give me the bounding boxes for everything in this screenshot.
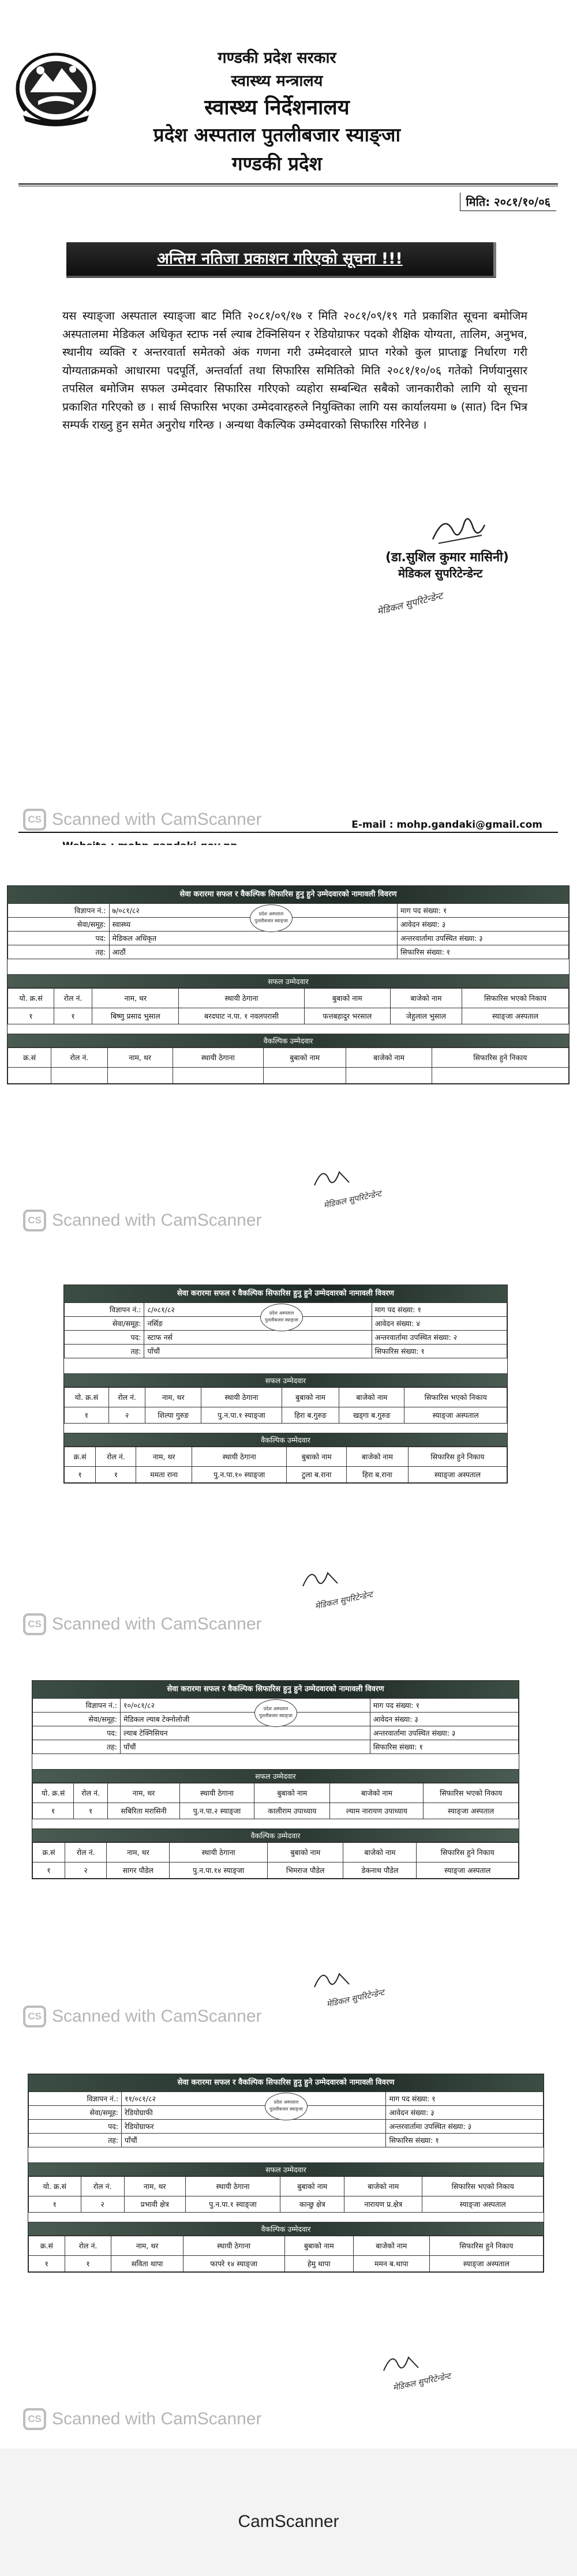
camscanner-logo-icon: CS <box>23 2408 46 2430</box>
notice-title-banner <box>66 242 496 278</box>
table-row: १ १ सबिरिता मरासिनी पु.न.पा.२ स्याङ्जा कालीराम उपाध्याय ल्याम नारायण उपाध्याय स्याङ्जा अस्पताल <box>33 1803 519 1819</box>
hospital-seal: प्रदेश अस्पताल पुतलीबजार स्याङ्जा <box>260 1304 303 1331</box>
notice-body: यस स्याङ्जा अस्पताल स्याङ्जा बाट मिति २०८१/०९/१७ र मिति २०८१/०९/१९ गते प्रकाशित सूचना बमोजिम अस्पतालमा मेडिकल अधिकृत स्टाफ नर्स ल्याब टेक्निसियन र रेडियोग्राफर पदको शैक्षिक योग्यता, तालिम, अनुभव, स्थानीय व्यक्ति र अन्तरवार्ता समेतको अंक गणना गरी उम्मेदवारले प्राप्त गरेको कुल प्राप्ताङ्क निर्धारण गरी योग्यताक्रमको आधारमा पदपूर्ति, अन्तर्वार्ता तथा सिफारिस समितिको मिति २०८१/१०/०६ गतेको निर्णयानुसार तपसिल बमोजिम सफल उम्मेदवार सिफारिस गरिएको व्यहोरा सम्बन्धित सबैको जानकारीको लागि यो सूचना प्रकाशित गरिएको छ । सार्थ सिफारिस भएका उम्मेदवारहरुले नियुक्तिका लागि यस कार्यालयमा ७ (सात) दिन भित्र सम्पर्क राख्नु हुन समेत अनुरोध गरिन्छ । अन्यथा वैकल्पिक उम्मेदवारको सिफारिस गरिनेछ । <box>62 309 527 431</box>
watermark-text: Scanned with CamScanner <box>52 1614 262 1634</box>
camscanner-footer <box>0 2449 577 2576</box>
result-page-lab-technician <box>0 1658 577 2051</box>
signature-icon <box>312 1165 352 1188</box>
camscanner-watermark <box>23 1210 262 1231</box>
table-row: १ १ बिष्णु प्रसाद भुसाल बरदघाट न.पा. १ नवलपरासी फत्तबहादुर भरसाल जेहुलाल भुसाल स्याङ्जा अस्पताल <box>8 1008 569 1024</box>
notice-date: मिति: २०८१/१०/०६ <box>460 193 557 211</box>
directorate-name: स्वास्थ्य निर्देशनालय <box>204 96 350 119</box>
hospital-seal: प्रदेश अस्पताल पुतलीबजार स्याङ्जा <box>250 904 293 932</box>
camscanner-logo-icon: CS <box>23 1210 46 1231</box>
watermark-text: Scanned with CamScanner <box>52 1211 262 1230</box>
table-row <box>8 1068 569 1084</box>
vacancy-info-table: विज्ञापन नं.: १०/०८१/८२ माग पद संख्या: १ सेवा/समूह: मेडिकल ल्याब टेक्नोलोजी आवेदन संख्या: ३ पद: ल्याब टेक्निसियन अन्तरवार्तामा उपस्थित संख्या: ३ तह: पाँचौं सिफारिस संख्या: १ <box>32 1698 519 1754</box>
signature-icon <box>427 508 490 548</box>
sheet-header: सेवा करारमा सफल र वैकल्पिक सिफारिस हुनु हुने उम्मेदवारको नामावली विवरण <box>32 1681 519 1698</box>
officer-stamp: मेडिकल सुपरिटेन्डेन्ट <box>314 1590 374 1612</box>
camscanner-logo-icon: CS <box>23 1613 46 1635</box>
success-band: सफल उम्मेदवार <box>64 1373 507 1387</box>
result-page-medical-officer <box>0 845 577 1255</box>
signature-icon <box>300 1566 340 1589</box>
government-name: गण्डकी प्रदेश सरकार <box>218 49 336 67</box>
hospital-name: प्रदेश अस्पताल पुतलीबजार स्याङ्जा <box>153 123 401 146</box>
vacancy-info-table: विज्ञापन नं.: ११/०८१/८२ माग पद संख्या: १ सेवा/समूह: रेडियोग्राफी आवेदन संख्या: ३ पद: रेडियोग्राफर अन्तरवार्तामा उपस्थित संख्या: ३ तह: पाँचौं सिफारिस संख्या: १ <box>28 2091 544 2147</box>
ministry-name: स्वास्थ्य मन्त्रालय <box>231 72 323 90</box>
camscanner-watermark <box>23 1613 262 1635</box>
watermark-text: Scanned with CamScanner <box>52 2409 262 2428</box>
table-row: १ १ सविता थापा फापरे १४ स्याङ्जा हेमु थापा ममन ब.थापा स्याङ्जा अस्पताल <box>29 2256 544 2272</box>
alternate-table: क्र.सं रोल नं. नाम, थर स्थायी ठेगाना बुबाको नाम बाजेको नाम सिफारिस हुने निकाय <box>8 1047 569 1084</box>
success-band: सफल उम्मेदवार <box>8 974 569 988</box>
alternate-table: क्र.सं रोल नं. नाम, थर स्थायी ठेगाना बुबाको नाम बाजेको नाम सिफारिस हुने निकाय १ २ सागर पौडेल पु.न.पा.१४ स्याङ्जा भिमराज पौडेल डेकनाथ पौडेल स्याङ्जा अस्पताल <box>32 1842 519 1879</box>
footer-divider <box>18 832 558 833</box>
notice-page <box>0 0 577 845</box>
notice-title: अन्तिम नतिजा प्रकाशन गरिएको सूचना !!! <box>157 250 403 268</box>
officer-stamp: मेडिकल सुपरिटेन्डेन्ट <box>323 1189 383 1211</box>
hospital-seal: प्रदेश अस्पताल पुतलीबजार स्याङ्जा <box>265 2093 308 2120</box>
sheet-header: सेवा करारमा सफल र वैकल्पिक सिफारिस हुनु हुने उम्मेदवारको नामावली विवरण <box>28 2074 544 2091</box>
officer-stamp: मेडिकल सुपरिटेन्डेन्ट <box>392 2371 452 2393</box>
alternate-table: क्र.सं रोल नं. नाम, थर स्थायी ठेगाना बुबाको नाम बाजेको नाम सिफारिस हुने निकाय १ १ ममता राना पु.न.पा.१० स्याङ्जा टुला ब.राना हिरा ब.राना स्याङ्जा अस्पताल <box>64 1447 507 1483</box>
result-sheet <box>63 1285 508 1484</box>
camscanner-watermark <box>23 2408 262 2430</box>
watermark-text: Scanned with CamScanner <box>52 810 262 829</box>
contact-email: E-mail : mohp.gandaki@gmail.com <box>351 819 542 831</box>
alternate-band: वैकल्पिक उम्मेदवार <box>64 1433 507 1447</box>
result-page-staff-nurse <box>0 1255 577 1658</box>
table-row: १ १ ममता राना पु.न.पा.१० स्याङ्जा टुला ब.राना हिरा ब.राना स्याङ्जा अस्पताल <box>65 1467 507 1483</box>
success-band: सफल उम्मेदवार <box>32 1769 519 1783</box>
signature-icon <box>312 1967 352 1990</box>
signer-stamp: मेडिकल सुपरिटेन्डेन्ट <box>376 590 444 617</box>
province-name: गण्डकी प्रदेश <box>231 152 323 175</box>
success-table: यो. क्र.सं रोल नं. नाम, थर स्थायी ठेगाना बुबाको नाम बाजेको नाम सिफारिस भएको निकाय १ १ सबिरिता मरासिनी पु.न.पा.२ स्याङ्जा कालीराम उपाध्याय ल्याम नारायण उपाध्याय स्याङ्जा अस्पताल <box>32 1783 519 1819</box>
table-row: १ २ शिल्पा गुरुङ पु.न.पा.१ स्याङ्जा हिरा ब.गुरुङ खड्गा ब.गुरुङ स्याङ्जा अस्पताल <box>65 1407 507 1424</box>
success-table: यो. क्र.सं रोल नं. नाम, थर स्थायी ठेगाना बुबाको नाम बाजेको नाम सिफारिस भएको निकाय १ २ प्रभावी क्षेत्र पु.न.पा.१ स्याङ्जा कान्छु क्षेत्र नारायण प्र.क्षेत्र स्याङ्जा अस्पताल <box>28 2176 544 2213</box>
camscanner-logo-icon: CS <box>23 809 46 831</box>
alternate-band: वैकल्पिक उम्मेदवार <box>28 2222 544 2236</box>
success-band: सफल उम्मेदवार <box>28 2162 544 2176</box>
camscanner-watermark <box>23 809 262 831</box>
success-table: यो. क्र.सं रोल नं. नाम, थर स्थायी ठेगाना बुबाको नाम बाजेको नाम सिफारिस भएको निकाय १ १ बिष्णु प्रसाद भुसाल बरदघाट न.पा. १ नवलपरासी फत्तबहादुर भरसाल जेहुलाल भुसाल स्याङ्जा अस्पताल <box>8 988 569 1024</box>
table-row: १ २ सागर पौडेल पु.न.पा.१४ स्याङ्जा भिमराज पौडेल डेकनाथ पौडेल स्याङ्जा अस्पताल <box>33 1862 519 1879</box>
signature-icon <box>381 2350 421 2374</box>
officer-stamp: मेडिकल सुपरिटेन्डेन्ट <box>325 1988 385 2010</box>
result-page-radiographer <box>0 2051 577 2449</box>
result-sheet <box>28 2074 544 2273</box>
result-sheet <box>32 1680 519 1879</box>
signer-title: मेडिकल सुपरिटेन्डेन्ट <box>398 566 483 580</box>
divider <box>18 183 558 185</box>
sheet-header: सेवा करारमा सफल र वैकल्पिक सिफारिस हुनु हुने उम्मेदवारको नामावली विवरण <box>64 1285 507 1302</box>
hospital-seal: प्रदेश अस्पताल पुतलीबजार स्याङ्जा <box>254 1699 297 1727</box>
watermark-text: Scanned with CamScanner <box>52 2007 262 2026</box>
alternate-band: वैकल्पिक उम्मेदवार <box>8 1034 569 1047</box>
footer-brand: CamScanner <box>238 2512 339 2531</box>
success-table: यो. क्र.सं रोल नं. नाम, थर स्थायी ठेगाना बुबाको नाम बाजेको नाम सिफारिस भएको निकाय १ २ शिल्पा गुरुङ पु.न.पा.१ स्याङ्जा हिरा ब.गुरुङ खड्गा ब.गुरुङ स्याङ्जा अस्पताल <box>64 1387 507 1424</box>
table-row: १ २ प्रभावी क्षेत्र पु.न.पा.१ स्याङ्जा कान्छु क्षेत्र नारायण प्र.क्षेत्र स्याङ्जा अस्पताल <box>29 2196 544 2213</box>
result-sheet <box>7 885 569 1084</box>
camscanner-watermark <box>23 2006 262 2027</box>
sheet-header: सेवा करारमा सफल र वैकल्पिक सिफारिस हुनु हुने उम्मेदवारको नामावली विवरण <box>8 886 569 903</box>
nepal-emblem-icon <box>13 46 99 127</box>
alternate-band: वैकल्पिक उम्मेदवार <box>32 1828 519 1842</box>
alternate-table: क्र.सं रोल नं. नाम, थर स्थायी ठेगाना बुबाको नाम बाजेको नाम सिफारिस हुने निकाय १ १ सविता थापा फापरे १४ स्याङ्जा हेमु थापा ममन ब.थापा स्याङ्जा अस्पताल <box>28 2236 544 2272</box>
camscanner-logo-icon: CS <box>23 2006 46 2027</box>
signer-name: (डा.सुशिल कुमार मासिनी) <box>385 550 509 565</box>
vacancy-info-table: विज्ञापन नं.: ८/०८१/८२ माग पद संख्या: १ सेवा/समूह: नर्सिङ आवेदन संख्या: ४ पद: स्टाफ नर्स अन्तरवार्तामा उपस्थित संख्या: २ तह: पाँचौं सिफारिस संख्या: १ <box>64 1302 507 1358</box>
vacancy-info-table: विज्ञापन नं.: ७/०८१/८२ माग पद संख्या: १ सेवा/समूह: स्वास्थ्य आवेदन संख्या: ३ पद: मेडिकल अधिकृत अन्तरवार्तामा उपस्थित संख्या: ३ तह: आठौं सिफारिस संख्या: १ <box>8 903 569 959</box>
